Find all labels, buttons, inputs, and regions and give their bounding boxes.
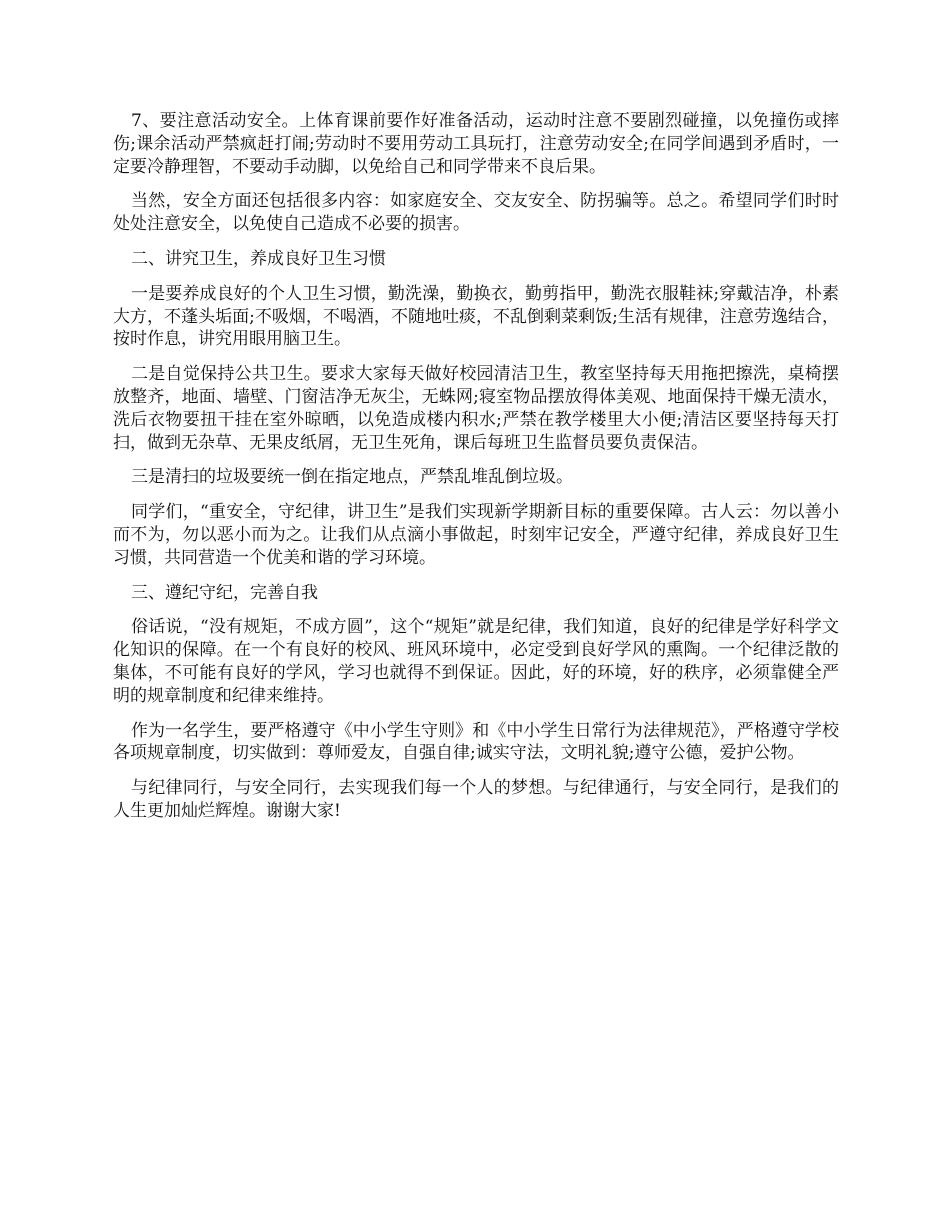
paragraph-activity-safety: 7、要注意活动安全。上体育课前要作好准备活动，运动时注意不要剧烈碰撞，以免撞伤或摔伤;课余活动严禁疯赶打闹;劳动时不要用劳动工具玩打，注意劳动安全;在同学间遇到矛盾时，一定要冷静理智，不要动手动脚，以免给自己和同学带来不良后果。 [113, 111, 839, 177]
paragraph-appeal-classmates: 同学们，“重安全，守纪律，讲卫生”是我们实现新学期新目标的重要保障。古人云：勿以善小而不为，勿以恶小而为之。让我们从点滴小事做起，时刻牢记安全，严遵守纪律，养成良好卫生习惯，共同营造一个优美和谐的学习环境。 [113, 502, 839, 568]
paragraph-rules-discipline: 俗话说，“没有规矩，不成方圆”，这个“规矩”就是纪律，我们知道，良好的纪律是学好科学文化知识的保障。在一个有良好的校风、班风环境中，必定受到良好学风的熏陶。一个纪律泛散的集体，不可能有良好的学风，学习也就得不到保证。因此，好的环境，好的秩序，必须靠健全严明的规章制度和纪律来维持。 [113, 617, 839, 706]
section-heading-discipline: 三、遵纪守纪，完善自我 [131, 582, 318, 603]
paragraph-garbage-disposal: 三是清扫的垃圾要统一倒在指定地点，严禁乱堆乱倒垃圾。 [131, 467, 573, 488]
document-body [113, 110, 839, 835]
paragraph-personal-hygiene: 一是要养成良好的个人卫生习惯，勤洗澡，勤换衣，勤剪指甲，勤洗衣服鞋袜;穿戴洁净，朴素大方，不蓬头垢面;不吸烟，不喝酒，不随地吐痰，不乱倒剩菜剩饭;生活有规律，注意劳逸结合，按时作息，讲究用眼用脑卫生。 [113, 283, 840, 350]
paragraph-student-code: 作为一名学生，要严格遵守《中小学生守则》和《中小学生日常行为法律规范》，严格遵守学校各项规章制度，切实做到：尊师爱友，自强自律;诚实守法，文明礼貌;遵守公德，爱护公物。 [113, 720, 839, 764]
paragraph-public-hygiene: 二是自觉保持公共卫生。要求大家每天做好校园清洁卫生，教室坚持每天用拖把擦洗，桌椅摆放整齐，地面、墙壁、门窗洁净无灰尘，无蛛网;寝室物品摆放得体美观、地面保持干燥无渍水，洗后衣物要扭干挂在室外晾晒，以免造成楼内积水;严禁在教学楼里大小便;清洁区要坚持每天打扫，做到无杂草、无果皮纸屑，无卫生死角，课后每班卫生监督员要负责保洁。 [113, 364, 839, 453]
section-heading-hygiene: 二、讲究卫生，养成良好卫生习惯 [131, 248, 386, 269]
paragraph-closing: 与纪律同行，与安全同行，去实现我们每一个人的梦想。与纪律通行，与安全同行，是我们的人生更加灿烂辉煌。谢谢大家! [113, 778, 839, 821]
paragraph-safety-summary: 当然，安全方面还包括很多内容：如家庭安全、交友安全、防拐骗等。总之。希望同学们时时处处注意安全，以免使自己造成不必要的损害。 [113, 191, 839, 235]
